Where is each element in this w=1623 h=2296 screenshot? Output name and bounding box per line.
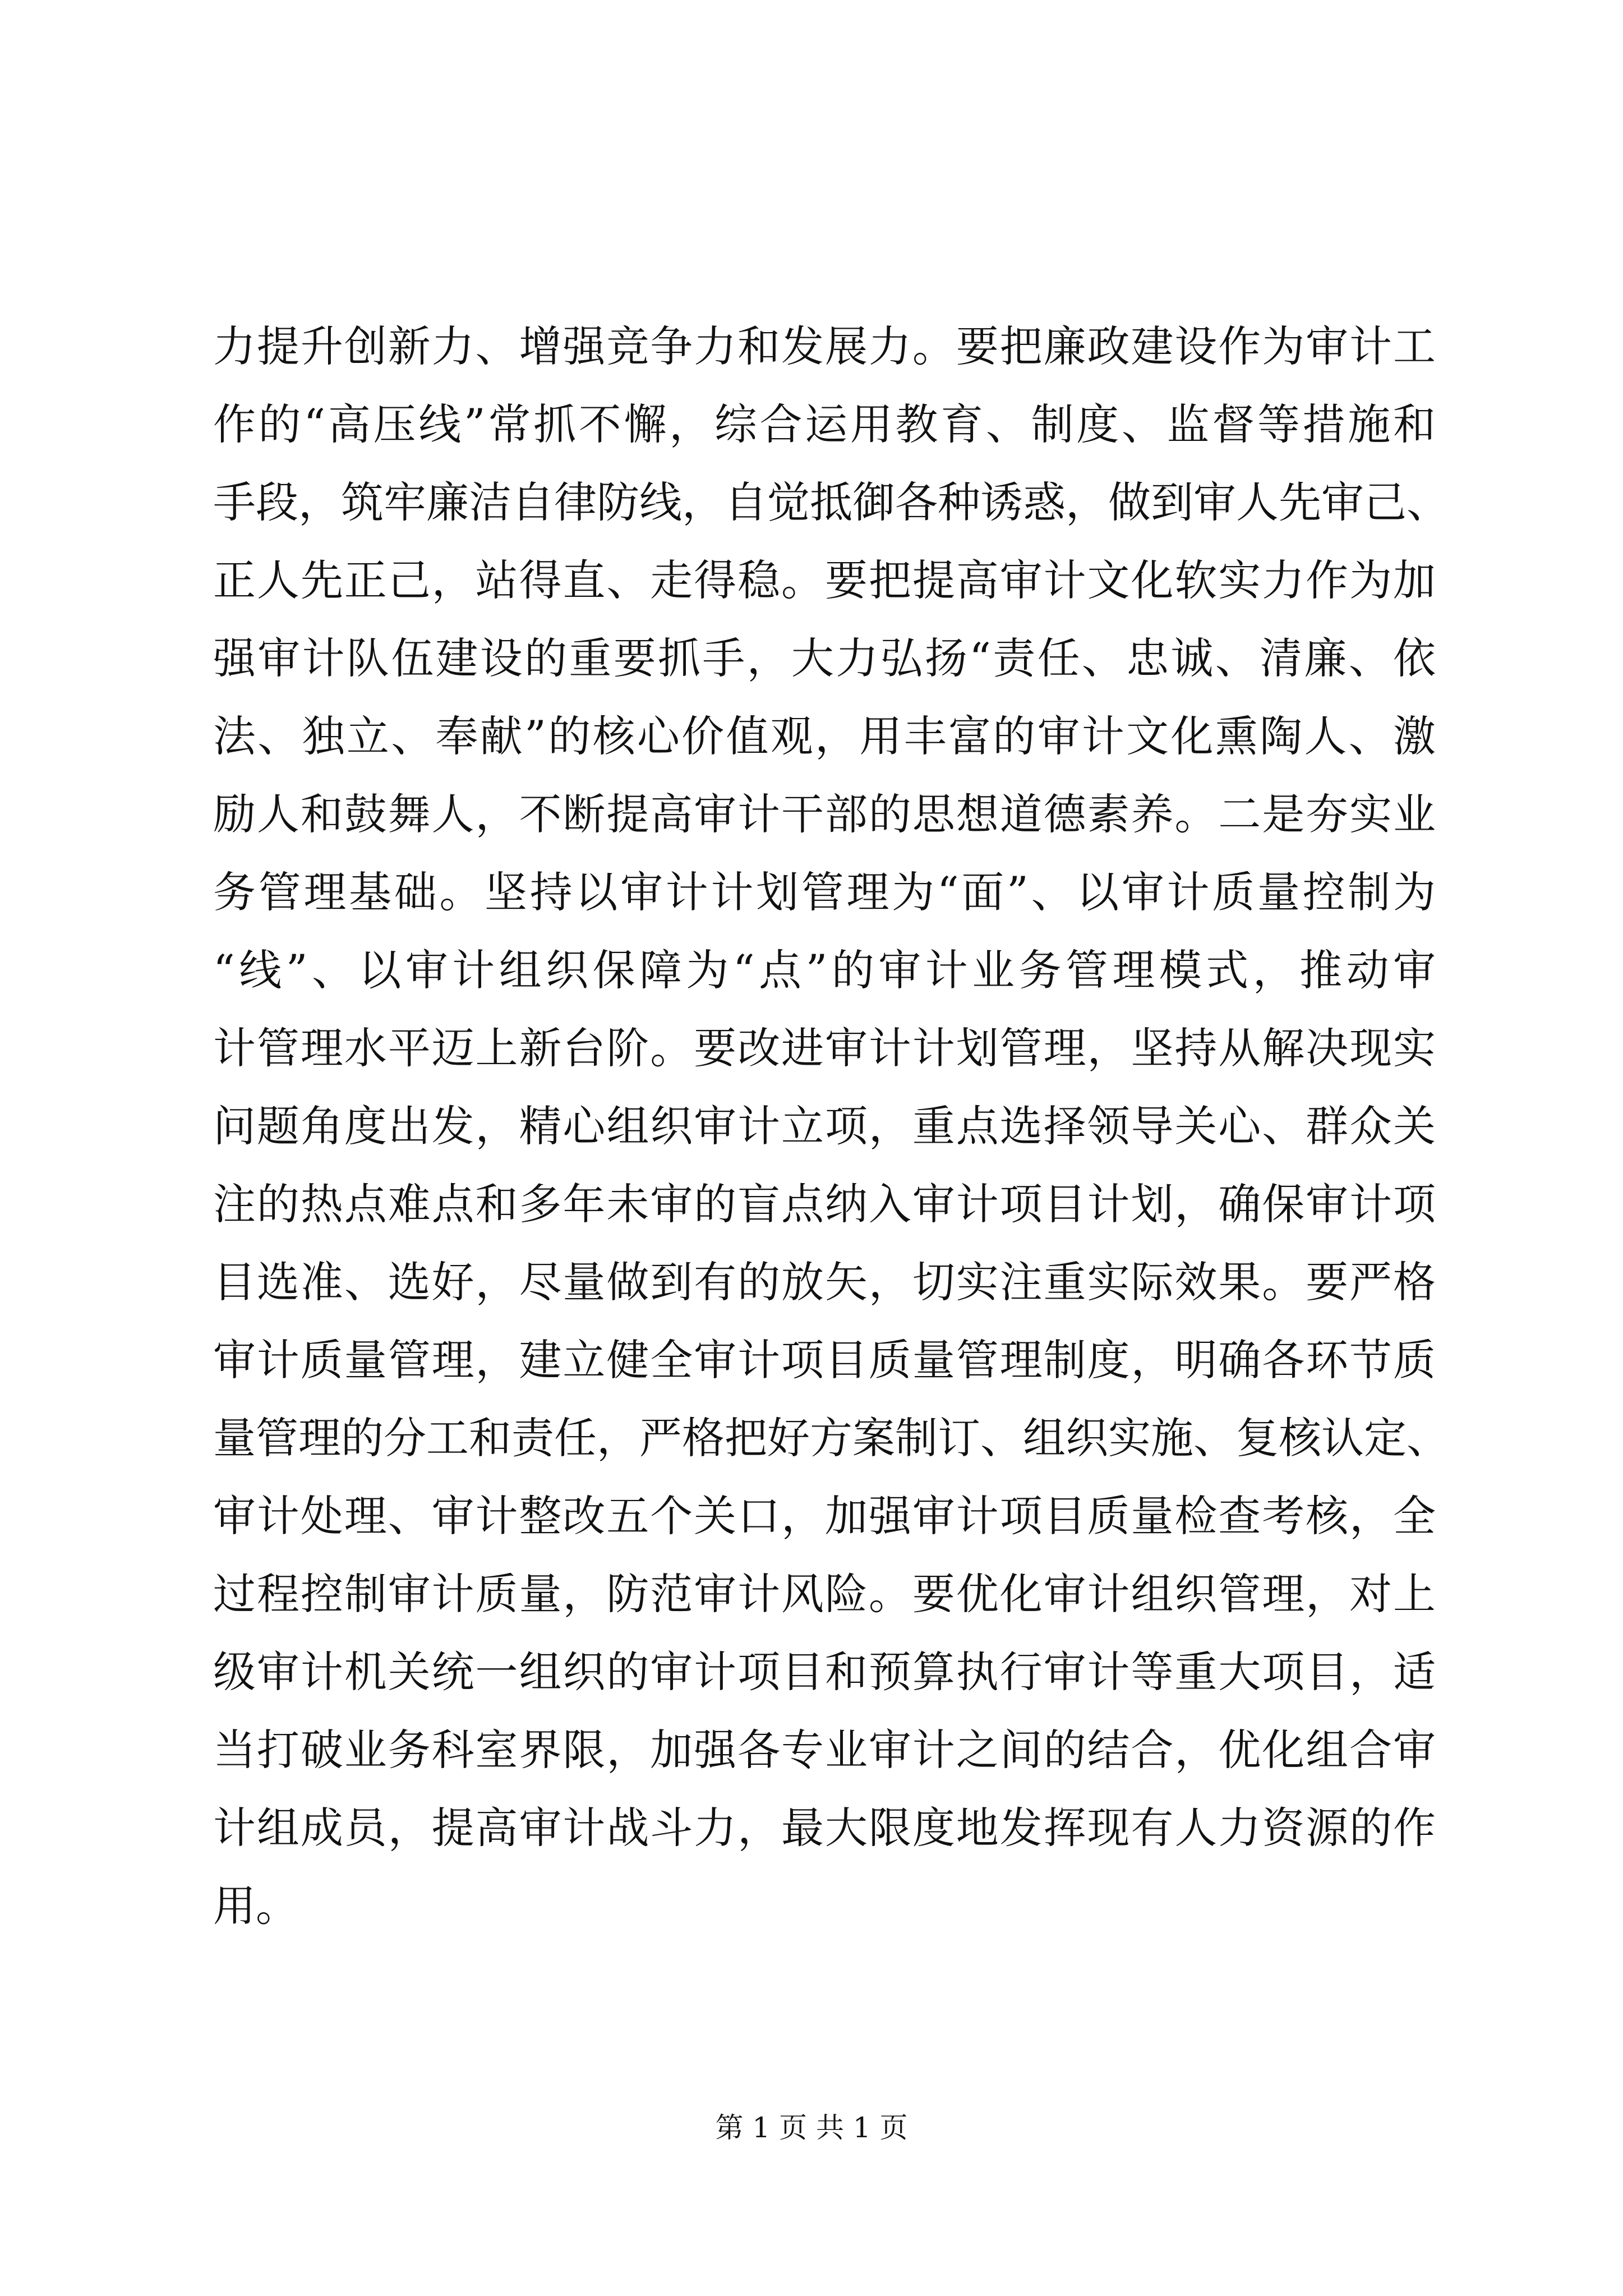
text-line: 级审计机关统一组织的审计项目和预算执行审计等重大项目，适	[213, 1647, 1436, 1697]
text-line: 问题角度出发，精心组织审计立项，重点选择领导关心、群众关	[213, 1101, 1436, 1151]
body-paragraph	[213, 307, 1449, 1945]
text-line: 注的热点难点和多年未审的盲点纳入审计项目计划，确保审计项	[213, 1179, 1436, 1229]
text-line: 量管理的分工和责任，严格把好方案制订、组织实施、复核认定、	[213, 1413, 1449, 1463]
text-line: 法、独立、奉献”的核心价值观，用丰富的审计文化熏陶人、激	[213, 711, 1436, 761]
text-line: 过程控制审计质量，防范审计风险。要优化审计组织管理，对上	[213, 1569, 1436, 1619]
text-line: 用。	[213, 1881, 298, 1931]
text-line: 作的“高压线”常抓不懈，综合运用教育、制度、监督等措施和	[213, 399, 1436, 449]
text-line: 当打破业务科室界限，加强各专业审计之间的结合，优化组合审	[213, 1725, 1436, 1775]
text-line: 计组成员，提高审计战斗力，最大限度地发挥现有人力资源的作	[213, 1803, 1436, 1853]
text-line: 务管理基础。坚持以审计计划管理为“面”、以审计质量控制为	[213, 867, 1436, 917]
text-line: 正人先正己，站得直、走得稳。要把提高审计文化软实力作为加	[213, 555, 1436, 605]
text-line: 计管理水平迈上新台阶。要改进审计计划管理，坚持从解决现实	[213, 1023, 1436, 1073]
text-line: “线”、以审计组织保障为“点”的审计业务管理模式，推动审	[213, 945, 1436, 995]
text-line: 审计处理、审计整改五个关口，加强审计项目质量检查考核，全	[213, 1491, 1436, 1541]
text-line: 目选准、选好，尽量做到有的放矢，切实注重实际效果。要严格	[213, 1257, 1436, 1307]
text-line: 励人和鼓舞人，不断提高审计干部的思想道德素养。二是夯实业	[213, 789, 1436, 839]
text-line: 手段，筑牢廉洁自律防线，自觉抵御各种诱惑，做到审人先审己、	[213, 477, 1449, 527]
page-number-footer: 第 1 页 共 1 页	[715, 2111, 908, 2144]
text-line: 力提升创新力、增强竞争力和发展力。要把廉政建设作为审计工	[213, 321, 1436, 371]
text-line: 强审计队伍建设的重要抓手，大力弘扬“责任、忠诚、清廉、依	[213, 633, 1436, 683]
text-line: 审计质量管理，建立健全审计项目质量管理制度，明确各环节质	[213, 1335, 1436, 1385]
